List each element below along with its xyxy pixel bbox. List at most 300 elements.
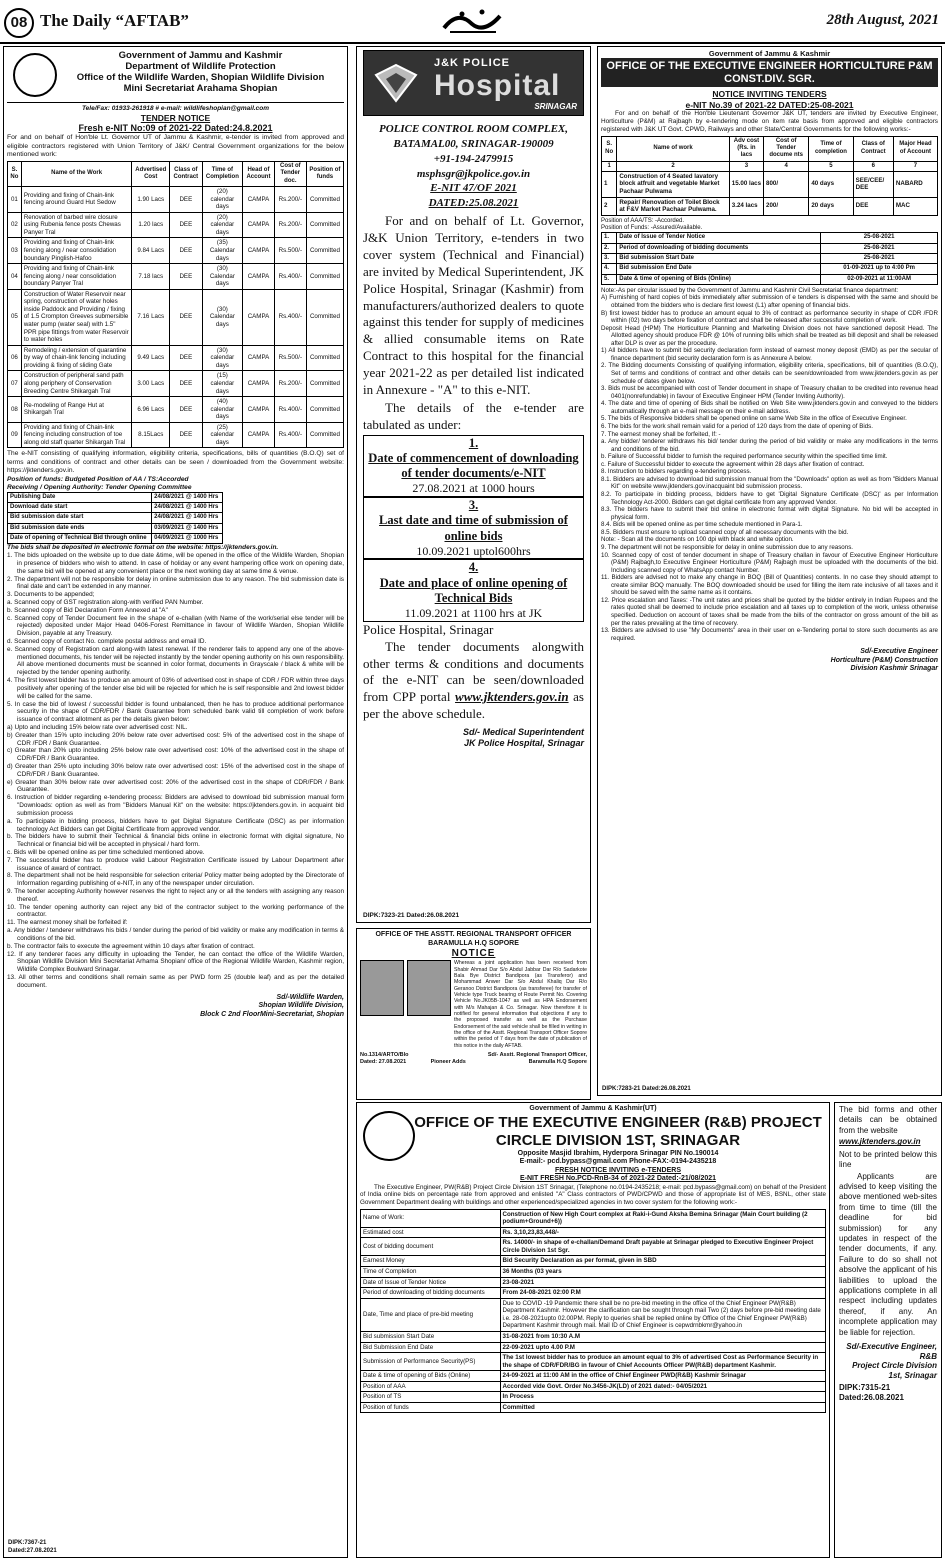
hospital-website-link[interactable]: www.jktenders.gov.in [455,689,569,705]
table-cell: Providing and fixing of Chain-link fencing including construction of toe along old staff quarter Shikargah Tral [21,422,132,448]
table-cell: 22-09-2021 upto 4.00 P.M [500,1342,826,1353]
table-row [8,238,344,264]
schedule-cell: 02-09-2021 at 11:00AM [821,274,938,284]
table-cell: Construction of 4 Seated lavatory block atfruit and vegetable Market Pachaar Pulwama [617,171,729,197]
term-item: 8.2. To participate in bidding process, bidders have to get 'Digital Signature Certificate (DSC)' as per Information Technology Act-2000. Bidders can get digital certificate from any approved Vendor. [601,491,938,506]
table-cell: Committed [306,289,343,345]
table-cell: Estimated cost [361,1227,501,1238]
table-cell: 36 Months (03 years [500,1267,826,1278]
table-header-cell: S. No [8,162,22,187]
rnb-details-table [360,1209,826,1414]
table-row [361,1267,826,1278]
term-item: b. The bidders have to submit their Technical & financial bids online in electronic format with digital signature, No Technical or financial bid will be accepted in physical / hard form. [7,833,344,849]
table-cell: Date of Issue of Tender Notice [361,1277,501,1288]
table-row [361,1298,826,1331]
hospital-logo-city: SRINAGAR [534,102,577,111]
wildlife-dated: Dated:27.08.2021 [8,1547,57,1554]
schedule-cell: 24/08/2021 @ 1400 Hrs [152,492,223,502]
table-cell: DEE [170,345,203,371]
term-item: 8.3. The bidders have to submit their bid online in electronic format with digital Signature. No bid will be accepted in physical form. [601,506,938,521]
table-cell: 6.96 Lacs [132,397,170,423]
table-cell: 04 [8,264,22,290]
table-cell: Position of TS [361,1392,501,1403]
newspaper-name: The Daily “AFTAB” [40,11,189,30]
term-item: a. Any bidder/ tenderer withdraws his bid/ tender during the period of bid validity or make any modifications in the terms and conditions of the bid. [601,438,938,453]
table-cell: CAMPA [243,397,275,423]
term-item: c) Greater than 20% upto including 25% below rate over advertised cost: 10% of the advertised cost in the shape of CDR/FDR / Bank Guarantee. [7,747,344,763]
term-item: Note:-As per circular issued by the Government of Jammu and Kashmir Civil Secretariat finance department: [601,286,899,294]
table-cell: Committed [306,371,343,397]
schedule-cell: Download date start [8,502,152,512]
wildlife-department-seal-icon [13,53,57,97]
table-index-cell: 1 [602,161,617,171]
page-number: 08 [4,8,34,38]
table-header-cell: Time of Completion [202,162,243,187]
term-item: c. Bids will be opened online as per time scheduled mentioned above. [7,848,205,856]
table-cell: Rs. 14000/- in shape of e-challan/Demand Draft payable at Srinagar pledged to Executive Engineer Project Circle Division 1st Sgr. [500,1238,826,1256]
table-cell: Submission of Performance Security(PS) [361,1353,501,1371]
term-item: a) Upto and including 15% below rate over advertised cost: NIL. [7,723,188,731]
table-cell: Committed [500,1402,826,1413]
hospital-place: Police Hospital, Srinagar [363,621,494,637]
table-row [361,1256,826,1267]
table-header-cell: Time of completion [809,136,853,161]
rto-signature: Sd/- Asstt. Regional Transport Officer, [487,1052,587,1059]
rnb-gov: Government of Jammu & Kashmir(UT) [529,1105,657,1112]
table-cell: DEE [170,187,203,213]
table-cell: CAMPA [243,238,275,264]
term-item: 10. The tender opening authority can reject any bid of the contractor subject to the working performance of the contractor. [7,903,344,919]
rto-title: NOTICE [451,948,496,960]
horticulture-signature: Horticulture (P&M) Construction [830,656,938,664]
table-cell: 05 [8,289,22,345]
table-cell: 1 [602,171,617,197]
term-item: 1) All bidders have to submit bid security declaration form instead of earnest money deposit (EMD) as per the secular of finance department (bid security declaration form is as Annexure A below. [601,347,938,362]
rto-header-line: OFFICE OF THE ASSTT. REGIONAL TRANSPORT OFFICER [375,931,572,938]
schedule-value: 27.08.2021 at 1000 hours [412,481,535,496]
wildlife-contact: Tele/Fax: 01933-261918 # e-mail: wildlifeshopian@gmail.com [81,105,270,112]
term-item: 7. The successful bidder has to produce valid Labour Registration Certificate issued by Labour Department after issuance of award of contract. [7,856,344,872]
table-cell: Construction of New High Court complex at Raki-i-Gund Aksha Bemina Srinagar (Main Court building (2 podium+Ground+6)) [500,1209,826,1227]
schedule-cell: Date of Issue of Tender Notice [617,233,821,243]
table-cell: (40) calendar days [202,397,243,423]
rnb-website-link[interactable]: www.jktenders.gov.in [839,1137,921,1147]
wildlife-works-table [7,161,344,448]
table-cell: Earnest Money [361,1256,501,1267]
table-cell: DEE [170,397,203,423]
rnb-email: E-mail:- pcd.bypass@gmail.com Phone-FAX:-0194-2435218 [519,1158,717,1166]
rto-number: No.1314/ARTO/Blo [360,1052,409,1059]
table-cell: CAMPA [243,289,275,345]
table-row [361,1209,826,1227]
term-item: 1. The bids uploaded on the website up to due date &time, will be opened in the office of the Wildlife Warden, Shopian in presence of bidders who wish to attend. In case of holiday or any event hampering office work on opening date, the same bid will be opened at any convenient place or the next working day at same time & venue. [7,552,344,575]
transferee-photo [407,960,451,1016]
term-item: 4. The first lowest bidder has to produce an amount of 03% of advertised cost in shape of CDR / FDR within three days positively after opening of the tender else bid will be rejected for which he is self responsible and 2nd lowest bidder will be called for the same. [7,677,344,700]
term-item: 8. Instruction to bidders regarding e-tendering process. [601,468,752,476]
hospital-signature: JK Police Hospital, Srinagar [463,738,584,749]
table-cell: 40 days [809,171,853,197]
table-cell: CAMPA [243,264,275,290]
table-cell: 09 [8,422,22,448]
term-item: e) Greater than 30% below rate over advertised cost: 20% of the advertised cost in the shape of CDR/FDR / Bank Guarantee. [7,778,344,794]
term-item: Deposit Head (HPM) The Horticulture Planning and Marketing Division does not have sanctioned deposit Head. The Allotted agency should produce FDR @ 10% of running bills which shall be treated as bill deposit and shall be released after DLP is over as per the procedure. [601,324,938,347]
table-cell: Due to COVID -19 Pandemic there shall be no pre-bid meeting in the office of the Chief Engineer PW(R&B) Department Kashmir. However the clarification can be sought through mail Two (2) days before pre-bid meeting date i.e. 28-08-2021upto 02.00PM. Reply to queries shall be replied online by Office of the Chief Engineer PW(R&B) Department Kashmir through mail. Mail ID of Chief Engineer is cepwdrnbkmr@yahoo.in [500,1298,826,1331]
table-cell: (20) calendar days [202,212,243,238]
schedule-number: 3. [468,498,479,513]
table-cell: Rs.400/- [274,397,306,423]
table-cell: 200/ [764,197,809,215]
wildlife-opening-line: Receiving / Opening Authority: Tender Opening Committee [7,483,192,491]
horticulture-signature: Sd/-Executive Engineer [860,648,938,656]
horticulture-position-aa: Position of AAA/TS: -Accorded. [601,217,685,224]
rnb-side-text-2: Not to be printed below this line [839,1149,937,1170]
table-row [602,197,938,215]
schedule-row [602,233,938,243]
table-cell: Providing and fixing of Chain-link fencing along / near consolidation boundary Panyer Tral [21,264,132,290]
schedule-cell: Date of opening of Technical Bid through online [8,533,152,543]
term-item: 10. Scanned copy of cost of tender document in shape of Treasury challan in favour of Executive Engineer Horticulture (P&M) Rajbagh,to Executive Engineer Horticulture (P&M) Rajbagh must be uploaded with the documents of the bid. Including scanned copy of WhatsApp contact Number. [601,551,938,574]
table-cell: Position of funds [361,1402,501,1413]
table-cell: 02 [8,212,22,238]
table-cell: Committed [306,187,343,213]
table-row [8,264,344,290]
term-item: a. Scanned copy of GST registration along-with verified PAN Number. [7,598,204,606]
wildlife-header-line: Department of Wildlife Protection [125,60,276,72]
table-header-cell: Class of Contract [170,162,203,187]
rto-pioneer: Pioneer Adds [430,1058,466,1065]
horticulture-schedule-table [601,232,938,285]
schedule-cell: 24/08/2021 @ 1400 Hrs [152,502,223,512]
schedule-row [8,502,223,512]
wildlife-para: The e-NIT consisting of qualifying information, eligibility criteria, specifications, bills of quantities (B.O.Q) set of terms and conditions of contract and other details can be seen / downloaded from the Government website: https://jktenders.gov.in. [7,450,344,474]
rnb-title-line: CIRCLE DIVISION 1ST, SRINAGAR [495,1131,741,1149]
wildlife-intro: For and on behalf of Hon'ble Lt. Governor UT of Jammu & Kashmir, e-tender is invited from approved and eligible contractors registered with Union Territory of J&K/ Central Government organizations for the below mentioned work: [7,134,344,158]
table-cell: CAMPA [243,187,275,213]
police-hospital-tender [356,46,591,923]
table-cell: DEE [170,264,203,290]
schedule-cell: 3. [602,253,617,263]
table-index-cell: 4 [764,161,809,171]
schedule-row [602,264,938,274]
table-row [361,1288,826,1299]
schedule-row [602,243,938,253]
rnb-side-text-3: Applicants are advised to keep visiting the above mentioned web-sites from time to time (till the deadline for bid submission) for any updates in respect of the tender documents, if any. Failure to do so shall not absolve the applicant of his liabilities to upload the applications complete in all respect including updates thereof, if any. An incomplete application may be liable for rejection. [839,1171,937,1337]
police-emblem-icon [372,61,420,105]
rto-dated: Dated: 27.08.2021 [360,1058,407,1065]
table-cell: Providing and fixing of Chain-link fencing along / near consolidation boundary Pinglish-Hafoo [21,238,132,264]
table-cell: DEE [170,371,203,397]
table-row [361,1381,826,1392]
schedule-label: Date and place of online opening of Technical Bids [379,575,568,605]
schedule-cell: 4. [602,264,617,274]
table-cell: Bid Security Declaration as per format, given in SBD [500,1256,826,1267]
rnb-address: Opposite Masjid Ibrahim, Hyderpora Srinagar PIN No.190014 [517,1149,719,1157]
rnb-intro: The Executive Engineer, PW(R&B) Project Circle Division 1ST Srinagar, (Telephone no.0194-2435218; e-mail: pcd.bypass@gmail.com) on behalf of the President of India online bids on percentage rate from approved and enlisted "A" Class contractors of PWD/CPWD and those of appropriate list of MES, BSNL, other state Government Department dealing with buildings and other experienced/specialized agencies in two cover system for the following work:- [360,1183,826,1206]
schedule-row [602,253,938,263]
table-header-cell: Cost of Tender doc. [274,162,306,187]
rnb-side-text: The bid forms and other details can be obtained from the website [839,1105,937,1135]
schedule-cell: Publishing Date [8,492,152,502]
schedule-cell: Bid submission Start Date [617,253,821,263]
table-cell: Rs.200/- [274,187,306,213]
table-cell: Rs.400/- [274,422,306,448]
schedule-box [363,435,584,497]
hospital-logo-main: Hospital [434,69,561,102]
term-item: 11. The earnest money shall be forfeited if: [7,919,128,927]
table-cell: Rs.400/- [274,289,306,345]
hospital-logo [363,50,584,116]
schedule-cell: Bid submission date start [8,513,152,523]
wildlife-signature: Sd/-Wildlife Warden, [276,993,344,1001]
term-item: 4. The date and time of opening of Bids shall be notified on Web Site www.jktenders.gov.in and conveyed to the bidders automatically through an e-mail message on their e-mail address. [601,400,938,415]
table-row [8,212,344,238]
table-cell: Committed [306,264,343,290]
table-cell: Accorded vide Govt. Order No.3456-JK(LD) of 2021 dated:- 04/05/2021 [500,1381,826,1392]
table-cell: Construction of Water Reservoir near spring, construction of water holes inside Paddock and Providing / fixing of 1.5 Crompton Greeves submersible water pump (water seal) with 1.5" PPR pipe fittings from water Reservoir to water holes [21,289,132,345]
table-cell: Rs. 3,10,23,83,448/- [500,1227,826,1238]
term-item: e. Scanned copy of Registration card along-with latest renewal. If the renderer fails to append any one of the above-mentioned documents, his tender will be rejected instantly by the tender opening authority on his own responsibility. All above mentioned documents must be scanned in color format, documents in Grayscale / black & white will be rejected by the tender opening authority. [7,645,344,677]
horticulture-table-body [602,171,938,215]
wildlife-terms [7,552,344,990]
table-row [361,1371,826,1382]
table-cell: Committed [306,238,343,264]
urdu-logo-icon [438,6,508,38]
table-cell: Bid submission Start Date [361,1331,501,1342]
hospital-logo-top: J&K POLICE [434,57,511,69]
table-cell: 1.90 Lacs [132,187,170,213]
term-item: a. Any bidder / tenderer withdraws his bids / tender during the period of bid validity or make any modification in terms & conditions of the bid. [7,927,344,942]
schedule-number: 4. [468,560,479,575]
term-item: 8.5. Bidders must ensure to upload scanned copy of all necessary documents with the bid. [601,528,849,536]
masthead [0,0,945,44]
table-header-cell: Name of work [617,136,729,161]
schedule-label: Date of commencement of downloading of tender documents/e-NIT [368,450,579,481]
table-row [8,371,344,397]
horticulture-gov: Government of Jammu & Kashmir [708,49,831,58]
horticulture-signature: Division Kashmir Srinagar [850,665,938,673]
table-cell: Position of AAA [361,1381,501,1392]
table-cell: CAMPA [243,345,275,371]
schedule-cell: 01-09-2021 up to 4:00 Pm [821,264,938,274]
term-item: 2. The department will not be responsible for delay in online submission due to any reason. The bid submission date is final date and can't be extended in any manner. [7,575,344,591]
hospital-schedule [363,435,584,622]
rnb-signature: Project Circle Division 1st, Srinagar [852,1361,937,1381]
table-cell: Rs.500/- [274,345,306,371]
table-index-cell: 6 [853,161,893,171]
table-row [361,1238,826,1256]
schedule-cell: 25-08-2021 [821,253,938,263]
table-cell: 15.00 lacs [729,171,763,197]
table-index-row [602,161,938,171]
schedule-value: 11.09.2021 at 1100 hrs at JK [404,606,543,621]
term-item: 8.1. Bidders are advised to download bid submission manual from the "Downloads" option as well as from "Bidders Manual Kit" on website www.jktenders.gov.inacquaint bid submission process. [601,475,938,491]
table-cell: Rs.200/- [274,371,306,397]
wildlife-schedule-table [7,492,223,545]
rnb-fresh-title: FRESH NOTICE INVITING e-TENDERS [554,1166,681,1174]
table-header-row [8,162,344,187]
table-cell: (30) Calendar days [202,264,243,290]
term-item: 2. The Bidding documents Consisting of qualifying information, eligibility criteria, specifications, bill of quantities (B.O.Q), Set of terms and conditions of contract and other details can be seen/downloaded from www.jktenders.gov.in as per schedule of dates given below. [601,362,938,385]
hospital-nit: E-NIT 47/OF 2021 [430,182,517,195]
table-header-cell: Name of the Work [21,162,132,187]
rnb-side-notes [834,1102,942,1558]
table-cell: 9.49 Lacs [132,345,170,371]
table-cell: Committed [306,345,343,371]
table-cell: Committed [306,422,343,448]
hospital-email: msphsgr@jkpolice.gov.in [416,167,531,180]
table-cell: Committed [306,397,343,423]
table-header-cell: Adv cost (Rs. in lacs [729,136,763,161]
horticulture-dipk: DIPK:7283-21 Dated:26.08.2021 [602,1085,691,1092]
schedule-cell: 1. [602,233,617,243]
table-cell: Repair/ Renovation of Toilet Block at F&V Market Pachaar Pulwama. [617,197,729,215]
term-item: 12. Price escalation and Taxes: -The unit rates and prices shall be quoted by the bidder entirely in Indian Rupees and the rates quoted shall be deemed to include price escalation and all taxes up to completion of the work, unless otherwise specified. Deduction on account of taxes shall be made from the bills of the contractor on gross amount of the bill as per the rates prevailing at the time of recovery. [601,596,938,627]
table-cell: Rs.500/- [274,238,306,264]
table-row [8,187,344,213]
rto-notice [356,928,591,1100]
table-header-cell: Head of Account [243,162,275,187]
schedule-cell: Bid submission date ends [8,523,152,533]
rto-header-line: BARAMULLA H.Q SOPORE [428,939,519,947]
table-cell: 3.00 Lacs [132,371,170,397]
table-cell: Date, Time and place of pre-bid meeting [361,1298,501,1331]
table-header-cell: Major Head of Account [893,136,937,161]
hospital-body-2: The details of the e-tender are tabulated as under: [363,399,584,432]
term-item: b. The contractor fails to execute the agreement within 10 days after fixation of contract. [7,942,255,950]
table-cell: 8.15Lacs [132,422,170,448]
table-cell: 9.84 Lacs [132,238,170,264]
schedule-cell: 04/09/2021 @ 1000 Hrs [152,533,223,543]
table-header-cell: Position of funds [306,162,343,187]
table-cell: 3.24 lacs [729,197,763,215]
horticulture-office: OFFICE OF THE EXECUTIVE ENGINEER HORTICULTURE P&M CONST.DIV. SGR. [601,58,938,87]
table-cell: In Process [500,1392,826,1403]
wildlife-nit-number: Fresh e-NIT No:09 of 2021-22 Dated:24.8.2021 [78,123,273,134]
term-item: 3. Documents to be appended; [7,591,95,599]
rnb-dipk: DIPK:7315-21 [839,1382,891,1392]
table-cell: DEE [170,289,203,345]
table-index-cell: 2 [617,161,729,171]
term-item: a. To participate in bidding process, bidders have to get Digital Signature Certificate (DSC) as per information technology Act Bidders can get Digital Certificate from approved vendor. [7,817,344,833]
hospital-signature: Sd/- Medical Superintendent [462,727,584,738]
table-cell: SEE/CEE/ DEE [853,171,893,197]
wildlife-header-line: Government of Jammu and Kashmir [118,50,283,61]
wildlife-works-tbody [8,187,344,448]
rnb-signature: Sd/-Executive Engineer, R&B [846,1341,937,1361]
table-cell: 31-08-2021 from 10:30 A.M [500,1331,826,1342]
schedule-label: Last date and time of submission of online bids [379,513,568,543]
term-item: b) Greater than 15% upto including 20% below rate over advertised cost: 5% of the advertised cost in the shape of CDR /FDR / Bank Guarantee. [7,731,344,747]
horticulture-nit-number: e-NIT No.39 of 2021-22 DATED:25-08-2021 [685,99,854,110]
term-item: 12. If any tenderer faces any difficulty in uploading the Tender, he can contact the office of the Wildlife Warden, Shopian Wildlife Division Mini Secretariat Arhama Shopian/ office of the Regional Wildlife Warden, Kashmir region, Wildlife Complex Boulward Srinagar. [7,950,344,974]
rnb-details-tbody [361,1209,826,1413]
table-cell: DEE [170,238,203,264]
term-item: 8.4. Bids will be opened online as per time schedule mentioned in Para-1. [601,521,803,529]
table-row [602,171,938,197]
schedule-value: 10.09.2021 uptol600hrs [416,543,531,558]
schedule-row [8,533,223,543]
table-cell: The 1st lowest bidder has to produce an amount equal to 3% of advertised Cost as Performance Security in the shape of CDR/FDR/BG in favour of Chief Accounts Officer PW(R&B) department Kashmir. [500,1353,826,1371]
table-cell: 7.18 lacs [132,264,170,290]
term-item: 9. The department will not be responsible for delay in online submission due to any reasons. [601,543,854,551]
schedule-cell: Date & time of opening of Bids (Online) [617,274,821,284]
table-row [361,1227,826,1238]
term-item: 5. The bids of Responsive bidders shall be opened online on same Web Site in the office of Executive Engineer. [601,415,907,423]
table-cell: 7.16 Lacs [132,289,170,345]
wildlife-deposit-line: The bids shall be deposited in electronic format on the website: https://jktenders.gov.in. [7,544,279,552]
table-cell: (15) calendar days [202,371,243,397]
horticulture-intro: For and on behalf of the Hon'ble Lieutenant Governor J&K UT, tenders are invited by Executive Engineer, Horticulture (P&M) at Rajbagh by e-tendering mode on item rate basis from approved and eligible contractors registered with J&K UT Govt. CPWD, Railways and other State/Central Governments for the following works:- [601,110,938,133]
rto-body: Whereas a joint application has been received from Shabir Ahmad Dar S/o Abdul Jabbar Dar R/o Sadarkote Bala Bye District Bandipora (as Transferor) and Mohammad Anwer Dar S/o Abdul Khaliq Dar R/o Geranoo District Bandipora (as transferee) for transfer of Vehicle type Truck bearing of Route Permit No. Covering Vehicle No.JK05B-1047 as well as HPA Endorsement with M/s Mahajan & Co. Srinagar. Now therefore it is notified for general information that objections if any to the proposed transfer as well as the Purchase Endorsement of the said vehicle shall be filled in writing in the office of the Asstt. Regional Transport Officer Sopore within the period of 7 days from the date of publication of this notice in the daily AFTAB. [454,960,587,1049]
horticulture-notice-title: NOTICE INVITING TENDERS [712,89,827,100]
term-item: c. Scanned copy of Tender Document fee in the shape of e-challan (with Name of the work/serial else tender will be rejected) deposited under Major Head 0406-Forest Remittance in favour of Wildlife Warden, Shopian Wildlife Division, payable at any Treasury. [7,614,344,638]
term-item: 11. Bidders are advised not to make any change in BOQ (Bill of Quantities) contents. In no case they should attempt to create similar BOQ manually. The BOQ downloaded should be used for filling the item rate inclusive of all taxes and it should be saved with the same name as it contains. [601,574,938,597]
rnb-title-line: OFFICE OF THE EXECUTIVE ENGINEER (R&B) PROJECT [414,1113,822,1131]
table-cell: DEE [170,422,203,448]
rnb-dated: Dated:26.08.2021 [839,1392,904,1402]
schedule-row [8,492,223,502]
table-cell: CAMPA [243,371,275,397]
table-row [8,397,344,423]
table-cell: 01 [8,187,22,213]
table-cell: 24-09-2021 at 11:00 AM in the office of Chief Engineer PWD(R&B) Kashmir Srinagar [500,1371,826,1382]
hospital-phone: +91-194-2479915 [433,152,514,165]
table-cell: Bid Submission End Date [361,1342,501,1353]
horticulture-works-table [601,136,938,216]
issue-date: 28th August, 2021 [826,12,939,28]
horticulture-table-head [602,136,938,171]
schedule-cell: 5. [602,274,617,284]
schedule-row [8,523,223,533]
table-cell: NABARD [893,171,937,197]
horticulture-position-funds: Position of Funds: -Assured/Available. [601,224,703,231]
table-cell: 06 [8,345,22,371]
wildlife-signature: Shopian Wildlife Division, [258,1002,344,1010]
table-cell: Rs.400/- [274,264,306,290]
table-row [8,345,344,371]
wildlife-notice-title: TENDER NOTICE [140,112,211,123]
wildlife-tender-notice [3,46,348,1558]
term-item: 9. The tender accepting Authority however reserves the right to reject any or all the tenders with assigning any reason thereof. [7,888,344,903]
table-index-cell: 5 [809,161,853,171]
schedule-cell: 2. [602,243,617,253]
table-cell: 08 [8,397,22,423]
hospital-address-line: POLICE CONTROL ROOM COMPLEX, [378,123,569,135]
table-row [361,1331,826,1342]
hospital-dipk: DIPK:7323-21 Dated:26.08.2021 [363,912,460,920]
wildlife-funds-line: Position of funds: Budgeted Position of AA / TS:Accorded [7,475,189,483]
wildlife-header-line: Office of the Wildlife Warden, Shopian Wildlife Division [76,71,325,83]
table-cell: Time of Completion [361,1267,501,1278]
table-cell: 800/ [764,171,809,197]
schedule-box [363,497,584,559]
rnb-nit: E-NIT FRESH No.PCD-RnB-34 of 2021-22 Dated:-21/08/2021 [519,1175,717,1183]
table-cell: 20 days [809,197,853,215]
table-header-cell: S. No [602,136,617,161]
table-cell: Name of Work: [361,1209,501,1227]
table-cell: CAMPA [243,212,275,238]
table-row [8,422,344,448]
term-item: c. Failure of Successful bidder to execute the agreement within 28 days after fixation of contract. [601,460,865,468]
wildlife-signature: Block C 2nd FloorMini-Secretariat, Shopian [200,1010,344,1018]
term-item: b. Scanned copy of Bid Declaration Form Annexed at "A" [7,606,168,614]
table-cell: (20) calendar days [202,187,243,213]
term-item: B) first lowest bidder has to produce an amount equal to 3% of contract as performance security in shape of CDR /FDR within (02) two days before fixation of contract and shall be released after successful completion of work. [601,309,938,325]
table-cell: Committed [306,212,343,238]
table-cell: (30) calendar days [202,345,243,371]
term-item: 3. Bids must be accompanied with cost of Tender document in shape of Treasury challan to be credited into revenue head 0401(nonrefundable) in favour of Executive Engineer HPM (Tender Inviting Authority). [601,385,938,400]
hospital-address-line: BATAMAL00, SRINAGAR-190009 [393,137,554,150]
